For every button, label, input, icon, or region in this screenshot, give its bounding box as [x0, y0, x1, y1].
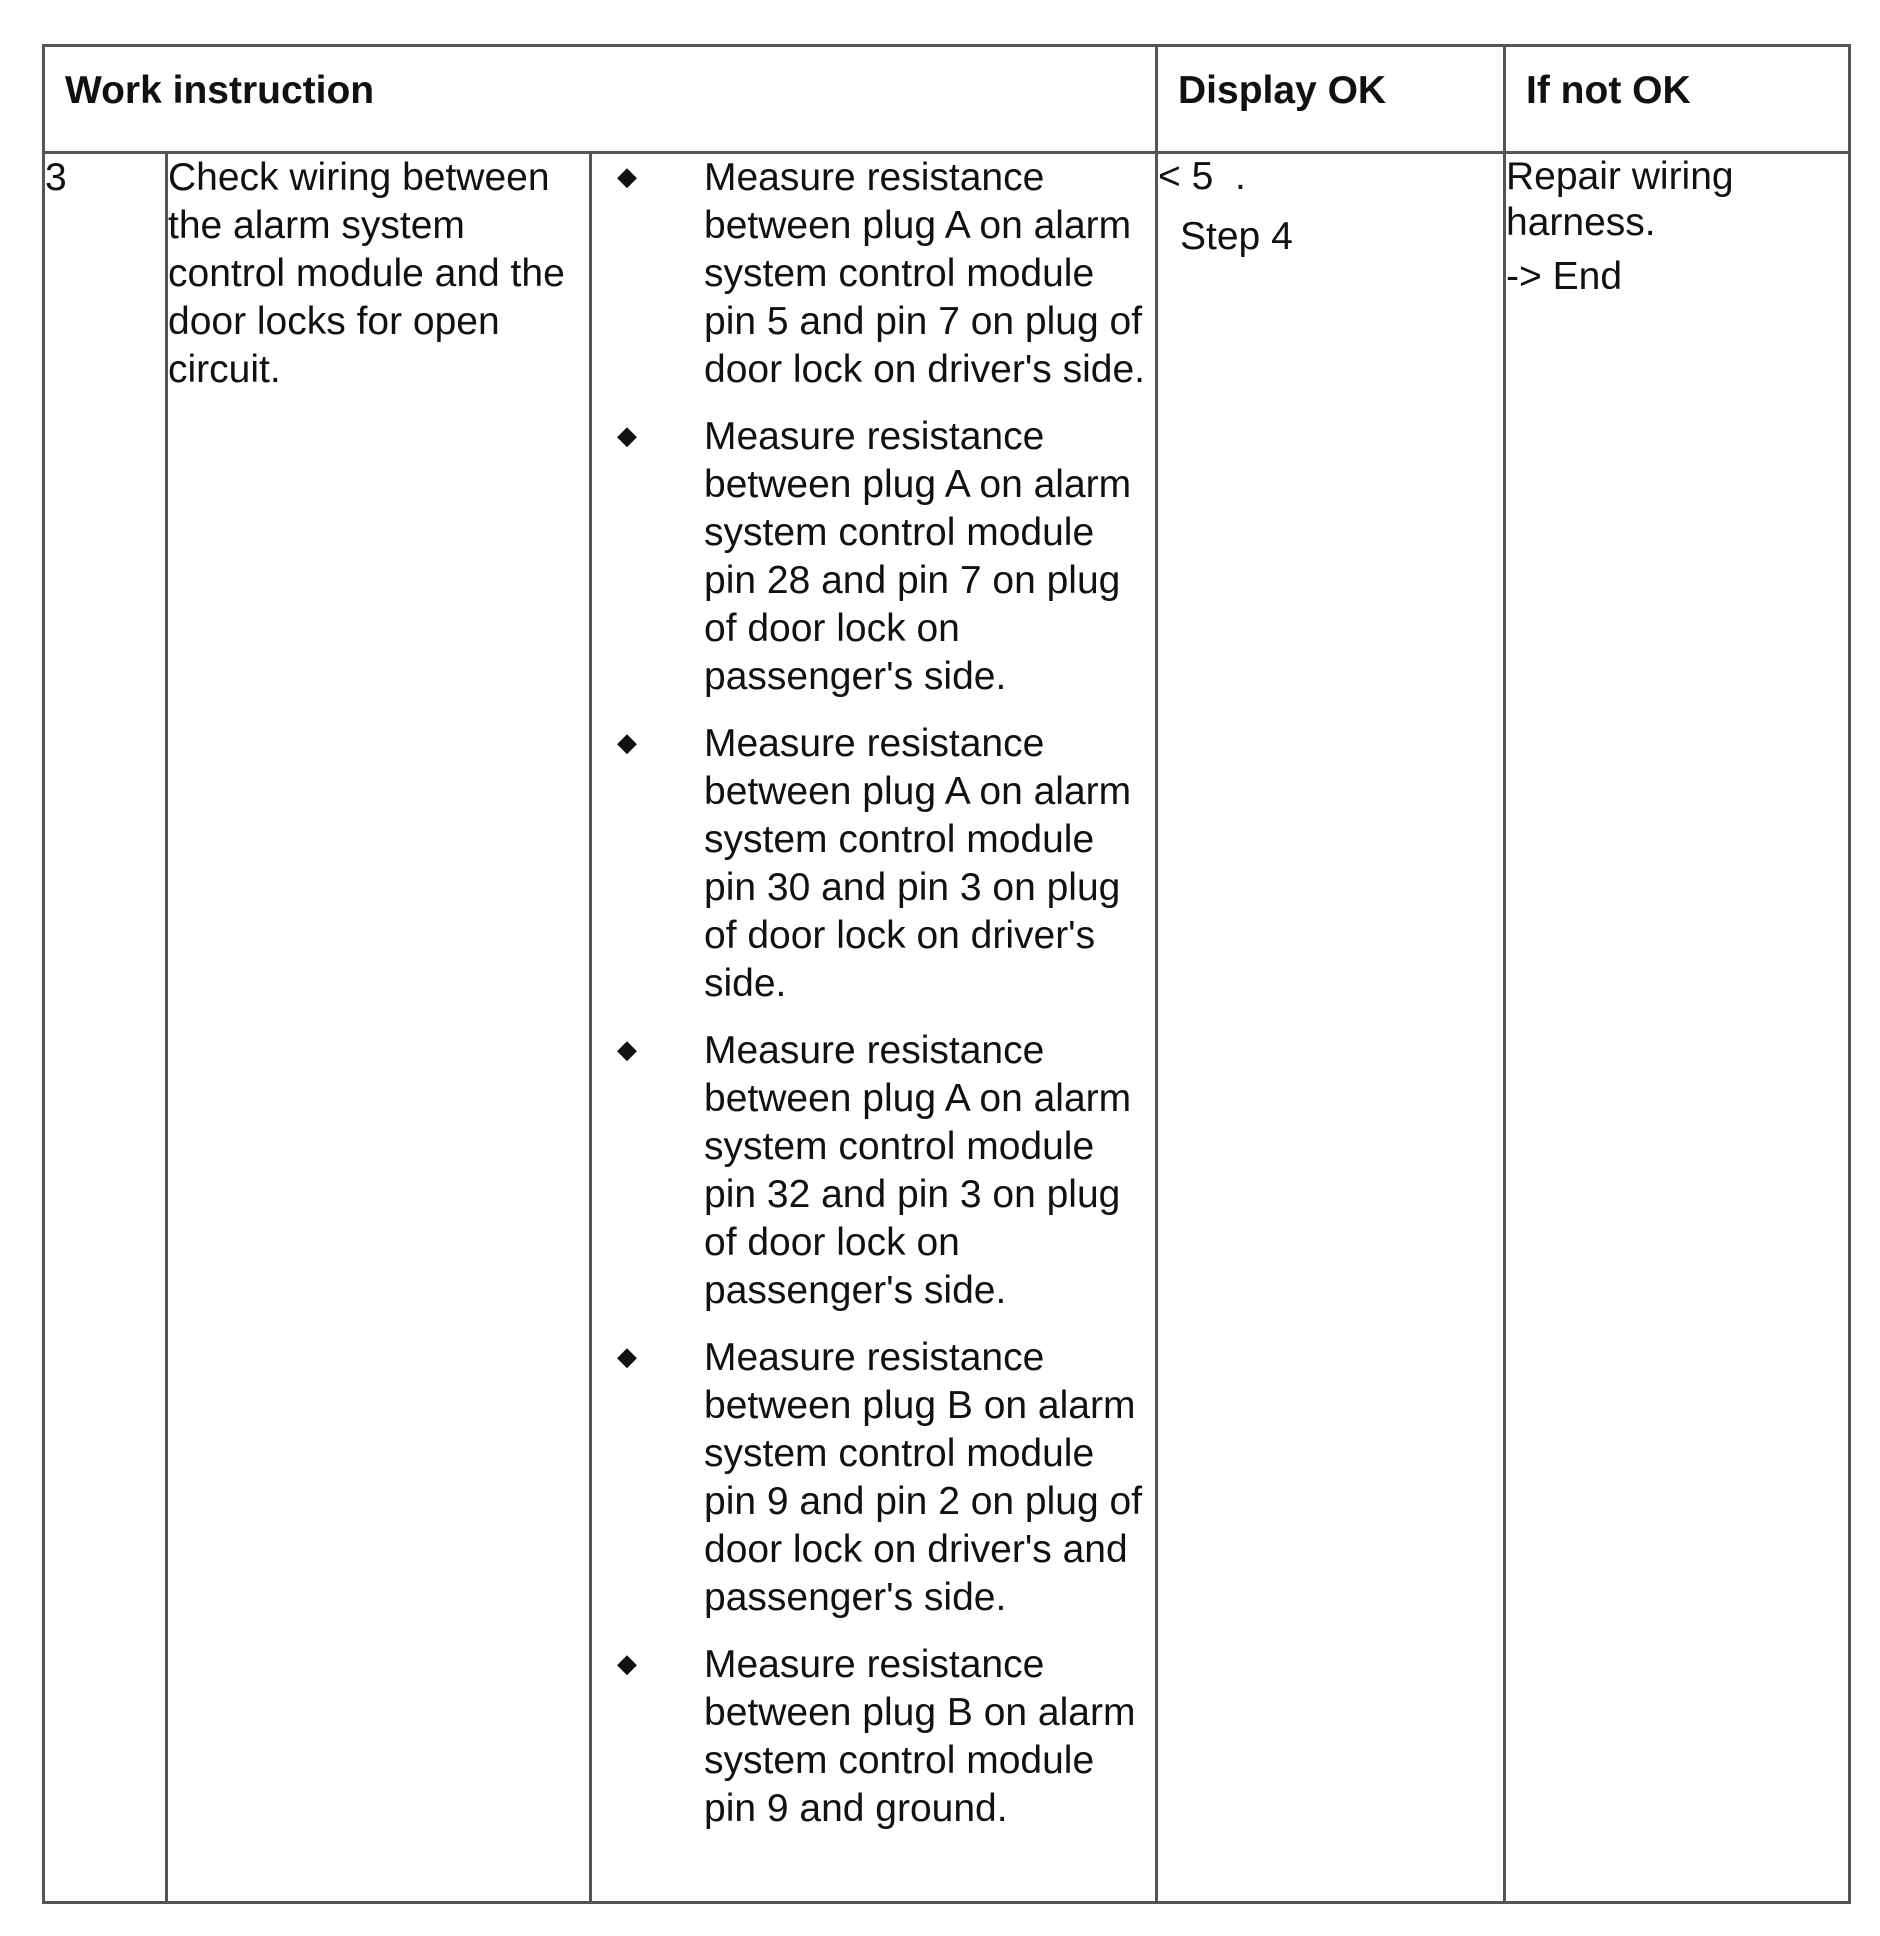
if-not-ok-action: Repair wiring harness. — [1506, 155, 1734, 244]
display-ok-value: < 5 . — [1158, 155, 1246, 198]
diamond-icon: ◆ — [617, 727, 637, 757]
measurement-list-cell — [591, 153, 1157, 1903]
measurement-text: Measure resistance between plug A on alarm system control module pin 32 and pin 3 on plug of door lock on passenger's side. — [704, 1029, 1132, 1312]
list-item — [592, 1641, 1155, 1833]
header-work-instruction: Work instruction — [44, 46, 1157, 153]
list-item — [592, 1334, 1155, 1622]
list-item — [592, 413, 1155, 701]
diamond-icon: ◆ — [617, 161, 637, 191]
header-display-ok: Display OK — [1157, 46, 1505, 153]
display-ok-next-step: Step 4 — [1180, 215, 1293, 258]
list-item — [592, 720, 1155, 1008]
diamond-icon: ◆ — [617, 420, 637, 450]
diamond-icon: ◆ — [617, 1034, 637, 1064]
work-instruction-table — [42, 44, 1851, 1904]
header-if-not-ok: If not OK — [1505, 46, 1850, 153]
if-not-ok-cell — [1505, 153, 1850, 1903]
step-number: 3 — [44, 153, 167, 1903]
if-not-ok-next: -> End — [1506, 255, 1623, 298]
table-header-row — [44, 46, 1850, 153]
measurement-list — [592, 154, 1155, 1833]
diamond-icon: ◆ — [617, 1648, 637, 1678]
display-ok-cell — [1157, 153, 1505, 1903]
measurement-text: Measure resistance between plug A on alarm system control module pin 28 and pin 7 on plug of door lock on passenger's side. — [704, 415, 1132, 698]
measurement-text: Measure resistance between plug A on alarm system control module pin 5 and pin 7 on plug of door lock on driver's side. — [704, 156, 1145, 391]
table-row — [44, 153, 1850, 1903]
check-description: Check wiring between the alarm system control module and the door locks for open circuit. — [167, 153, 591, 1903]
diamond-icon: ◆ — [617, 1341, 637, 1371]
list-item — [592, 1027, 1155, 1315]
measurement-text: Measure resistance between plug A on alarm system control module pin 30 and pin 3 on plug of door lock on driver's side. — [704, 722, 1132, 1005]
measurement-text: Measure resistance between plug B on alarm system control module pin 9 and pin 2 on plug of door lock on driver's and passenger's side. — [704, 1336, 1143, 1619]
list-item — [592, 154, 1155, 394]
measurement-text: Measure resistance between plug B on alarm system control module pin 9 and ground. — [704, 1643, 1136, 1830]
